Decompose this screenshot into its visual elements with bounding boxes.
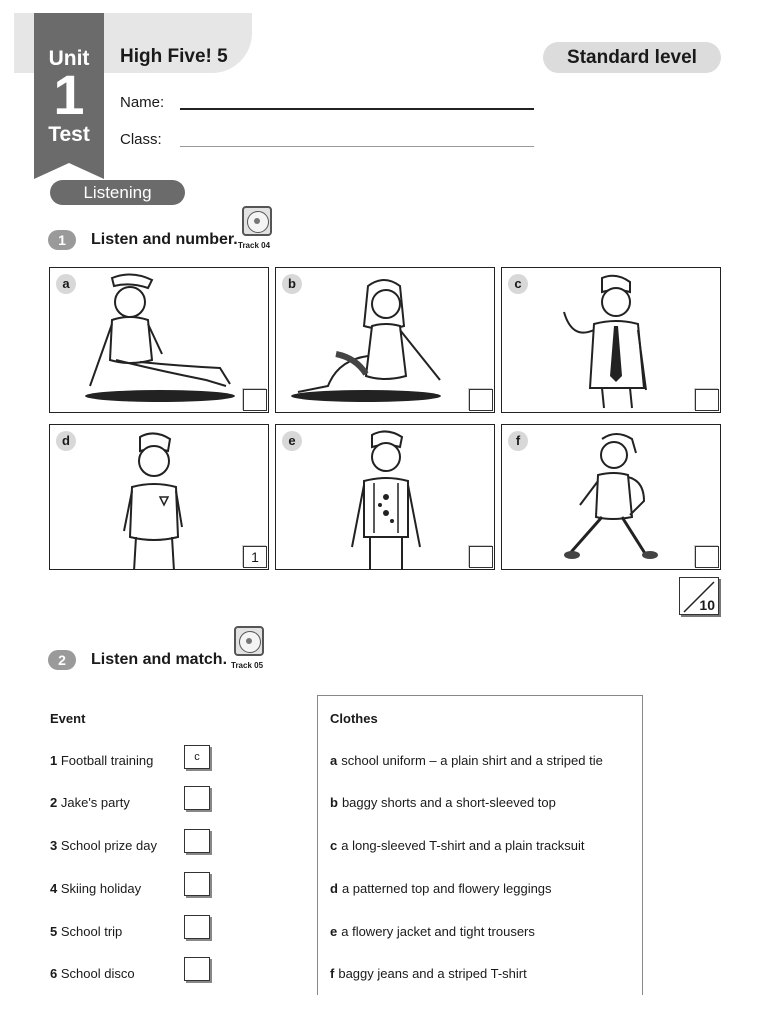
exercise-number: 1 — [48, 230, 76, 250]
event-item — [50, 795, 130, 810]
picture-panel-f — [501, 424, 721, 570]
track-label: Track 05 — [231, 661, 264, 670]
event-number: 6 — [50, 966, 58, 981]
clothes-letter: f — [330, 966, 335, 981]
cd-icon — [242, 206, 272, 236]
panel-letter: b — [282, 274, 302, 294]
cd-icon — [234, 626, 264, 656]
panel-letter: d — [56, 431, 76, 451]
answer-box[interactable] — [695, 546, 719, 568]
clothes-letter: d — [330, 881, 338, 896]
match-box[interactable] — [184, 915, 210, 939]
unit-label: Unit — [48, 47, 90, 70]
clothes-item — [330, 795, 556, 810]
match-box[interactable] — [184, 829, 210, 853]
match-box[interactable] — [184, 786, 210, 810]
clothes-item — [330, 924, 535, 939]
man-in-suit-illustration — [502, 268, 721, 413]
test-label: Test — [48, 123, 90, 146]
clothes-letter: e — [330, 924, 338, 939]
clothes-letter: c — [330, 838, 338, 853]
clothes-item — [330, 881, 552, 896]
level-badge: Standard level — [543, 42, 721, 73]
event-item — [50, 924, 122, 939]
clothes-text: baggy jeans and a striped T-shirt — [338, 966, 527, 981]
event-item — [50, 838, 157, 853]
event-item — [50, 966, 135, 981]
unit-ribbon — [34, 13, 104, 163]
clothes-item — [330, 966, 527, 981]
name-label: Name: — [120, 94, 165, 111]
event-text: Jake's party — [60, 795, 130, 810]
track-label: Track 04 — [238, 241, 271, 250]
picture-panel-a — [49, 267, 269, 413]
panel-letter: f — [508, 431, 528, 451]
picture-panel-e — [275, 424, 495, 570]
answer-box[interactable] — [695, 389, 719, 411]
answer-box[interactable] — [469, 546, 493, 568]
event-text: School prize day — [60, 838, 157, 853]
clothes-header: Clothes — [330, 711, 378, 726]
panel-letter: c — [508, 274, 528, 294]
exercise-number: 2 — [48, 650, 76, 670]
event-number: 3 — [50, 838, 58, 853]
event-text: School trip — [60, 924, 123, 939]
boy-sitting-illustration — [50, 268, 269, 413]
max-score: 10 — [699, 597, 715, 613]
event-text: Skiing holiday — [60, 881, 142, 896]
clothes-letter: a — [330, 753, 338, 768]
event-item — [50, 881, 141, 896]
event-number: 1 — [50, 753, 58, 768]
clothes-text: a patterned top and flowery leggings — [341, 881, 552, 896]
answer-box[interactable]: 1 — [243, 546, 267, 568]
picture-panel-d — [49, 424, 269, 570]
section-title: Listening — [50, 180, 185, 205]
answer-box[interactable] — [469, 389, 493, 411]
clothes-text: baggy shorts and a short-sleeved top — [341, 795, 556, 810]
match-box[interactable]: c — [184, 745, 210, 769]
event-text: Football training — [60, 753, 154, 768]
clothes-letter: b — [330, 795, 338, 810]
girl-walking-illustration — [502, 425, 721, 570]
clothes-item — [330, 753, 603, 768]
event-item — [50, 753, 153, 768]
answer-box[interactable] — [243, 389, 267, 411]
match-box[interactable] — [184, 872, 210, 896]
girl-sitting-illustration — [276, 268, 495, 413]
book-title: High Five! 5 — [120, 46, 228, 67]
event-text: School disco — [60, 966, 135, 981]
score-box — [679, 577, 719, 615]
clothes-text: a flowery jacket and tight trousers — [341, 924, 535, 939]
clothes-text: school uniform – a plain shirt and a striped tie — [341, 753, 603, 768]
event-header: Event — [50, 711, 86, 726]
clothes-item — [330, 838, 585, 853]
exercise-title: Listen and match. — [91, 651, 228, 668]
event-number: 5 — [50, 924, 58, 939]
picture-panel-c — [501, 267, 721, 413]
picture-panel-b — [275, 267, 495, 413]
exercise-title: Listen and number. — [91, 231, 238, 248]
name-field[interactable] — [180, 108, 534, 110]
unit-number: 1 — [53, 63, 85, 126]
event-number: 4 — [50, 881, 58, 896]
class-label: Class: — [120, 131, 162, 148]
clothes-text: a long-sleeved T-shirt and a plain tracksuit — [341, 838, 585, 853]
panel-letter: e — [282, 431, 302, 451]
class-field[interactable] — [180, 146, 534, 147]
match-box[interactable] — [184, 957, 210, 981]
event-number: 2 — [50, 795, 58, 810]
boy-in-vest-illustration — [276, 425, 495, 570]
boy-in-polo-illustration — [50, 425, 269, 570]
panel-letter: a — [56, 274, 76, 294]
